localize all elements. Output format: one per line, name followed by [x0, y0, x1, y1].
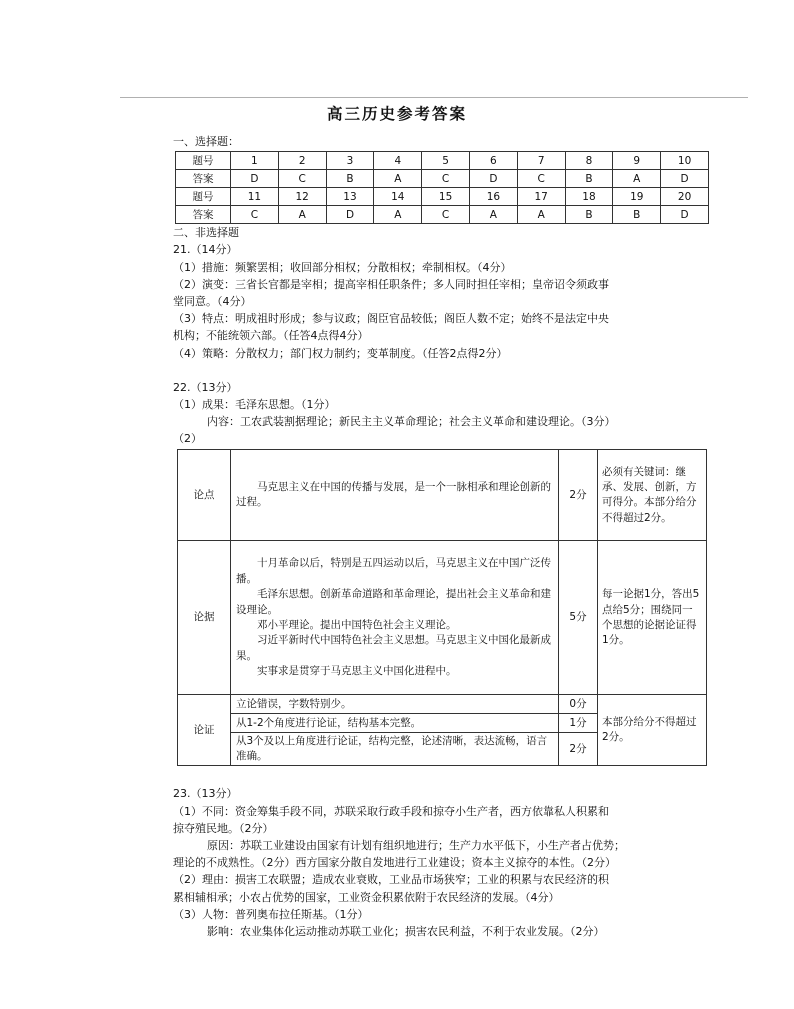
q21-line: （3）特点：明成祖时形成；参与议政；阁臣官品较低；阁臣人数不定；始终不是法定中央 [173, 312, 609, 326]
q22-part2-label: （2） [173, 432, 202, 446]
lunju-paragraph: 十月革命以后，特别是五四运动以后，马克思主义在中国广泛传播。 [236, 557, 551, 585]
q21-line: （4）策略：分散权力；部门权力制约；变革制度。（任答2点得2分） [173, 346, 508, 360]
page-title: 高三历史参考答案 [326, 105, 467, 123]
choice-cell: 4 [374, 152, 422, 170]
q23-line: 累相辅相承；小农占优势的国家，工业资金积累依附于农民经济的发展。（4分） [173, 890, 560, 904]
choice-cell: C [422, 206, 470, 224]
choice-cell: 8 [565, 152, 613, 170]
lunzheng-level-content: 立论错误，字数特别少。 [231, 695, 559, 714]
choice-cell: B [565, 206, 613, 224]
question-22 [173, 379, 709, 767]
choice-row-label: 答案 [176, 170, 231, 188]
choice-cell: B [326, 170, 374, 188]
choice-cell: B [613, 206, 661, 224]
choice-row [176, 170, 709, 188]
choice-cell: 3 [326, 152, 374, 170]
lunzheng-level-content: 从3个及以上角度进行论证，结构完整，论述清晰，表达流畅，语言准确。 [231, 733, 559, 766]
choice-cell: A [469, 206, 517, 224]
q23-line: 掠夺殖民地。（2分） [173, 821, 274, 835]
choice-cell: 16 [469, 188, 517, 206]
choice-cell: C [231, 206, 279, 224]
choice-cell: D [661, 170, 709, 188]
choice-cell: C [517, 170, 565, 188]
choice-row [176, 206, 709, 224]
question-21 [173, 241, 709, 361]
choice-cell: 5 [422, 152, 470, 170]
q22-heading: 22.（13分） [173, 380, 238, 394]
lunju-label: 论据 [178, 541, 231, 695]
choice-cell: C [278, 170, 326, 188]
lunzheng-level-points: 1分 [559, 714, 598, 733]
choice-cell: D [326, 206, 374, 224]
choice-cell: 11 [231, 188, 279, 206]
choice-row [176, 152, 709, 170]
choice-cell: D [231, 170, 279, 188]
q23-line: （3）人物：普列奥布拉任斯基。（1分） [173, 907, 369, 921]
choice-cell: 7 [517, 152, 565, 170]
lundian-points: 2分 [559, 450, 598, 541]
q23-line: 理论的不成熟性。（2分）西方国家分散自发地进行工业建设；资本主义掠夺的本性。（2分） [173, 856, 616, 870]
lundian-label: 论点 [178, 450, 231, 541]
choice-cell: 14 [374, 188, 422, 206]
choice-cell: D [469, 170, 517, 188]
lundian-content: 马克思主义在中国的传播与发展，是一个一脉相承和理论创新的过程。 [236, 481, 551, 509]
lunju-paragraph: 毛泽东思想。创新革命道路和革命理论，提出社会主义革命和建设理论。 [236, 588, 551, 616]
choice-cell: 10 [661, 152, 709, 170]
choice-cell: 19 [613, 188, 661, 206]
choice-cell: A [374, 206, 422, 224]
lunju-requirement: 每一论据1分，答出5点给5分；围绕同一个思想的论据论证得1分。 [598, 541, 707, 695]
choice-cell: 6 [469, 152, 517, 170]
section2-heading: 二、非选择题 [173, 226, 239, 240]
choice-cell: 2 [278, 152, 326, 170]
choice-cell: A [613, 170, 661, 188]
lunju-row [178, 541, 707, 695]
header-rule [120, 97, 748, 98]
lunzheng-label: 论证 [178, 695, 231, 766]
choice-row [176, 188, 709, 206]
answer-content [173, 133, 709, 940]
lunju-points: 5分 [559, 541, 598, 695]
q23-lines [173, 803, 709, 941]
choice-cell: 18 [565, 188, 613, 206]
choice-row-label: 题号 [176, 152, 231, 170]
q23-line: （1）不同：资金筹集手段不同，苏联采取行政手段和掠夺小生产者，西方依靠私人积累和 [173, 804, 609, 818]
q21-line: （1）措施：频繁罢相；收回部分相权；分散相权；牵制相权。（4分） [173, 260, 512, 274]
choice-cell: A [278, 206, 326, 224]
q23-line: （2）理由：损害工农联盟；造成农业衰败，工业品市场狭窄；工业的积累与农民经济的积 [173, 873, 609, 887]
choice-cell: A [374, 170, 422, 188]
lunzheng-requirement: 本部分给分不得超过2分。 [598, 695, 707, 766]
q21-line: （2）演变：三省长官都是宰相；提高宰相任职条件；多人同时担任宰相；皇帝诏令须政事 [173, 277, 609, 291]
essay-scoring-table [177, 449, 707, 766]
lundian-requirement: 必须有关键词：继承、发展、创新，方可得分。本部分给分不得超过2分。 [598, 450, 707, 541]
choice-cell: 15 [422, 188, 470, 206]
choice-cell: C [422, 170, 470, 188]
q22-part1-result: （1）成果：毛泽东思想。（1分） [173, 397, 336, 411]
q23-line: 原因：苏联工业建设由国家有计划有组织地进行；生产力水平低下，小生产者占优势； [207, 839, 625, 852]
lunju-paragraph: 邓小平理论。提出中国特色社会主义理论。 [257, 618, 457, 631]
choice-cell: 17 [517, 188, 565, 206]
choice-cell: 1 [231, 152, 279, 170]
choice-cell: 13 [326, 188, 374, 206]
q21-line: 机构；不能统领六部。（任答4点得4分） [173, 329, 369, 343]
choice-cell: B [565, 170, 613, 188]
lunju-paragraph: 实事求是贯穿于马克思主义中国化进程中。 [257, 665, 457, 678]
q21-heading: 21.（14分） [173, 243, 238, 257]
lunju-paragraph: 习近平新时代中国特色社会主义思想。马克思主义中国化最新成果。 [236, 634, 551, 662]
choice-cell: 9 [613, 152, 661, 170]
choice-row-label: 答案 [176, 206, 231, 224]
q23-line: 影响：农业集体化运动推动苏联工业化；损害农民利益，不利于农业发展。（2分） [207, 924, 605, 938]
question-23 [173, 785, 709, 940]
q21-line: 堂同意。（4分） [173, 294, 252, 308]
q23-heading: 23.（13分） [173, 787, 238, 801]
lunzheng-level-points: 2分 [559, 733, 598, 766]
choice-cell: D [661, 206, 709, 224]
lunzheng-level-points: 0分 [559, 695, 598, 714]
lunzheng-level-content: 从1-2个角度进行论证，结构基本完整。 [231, 714, 559, 733]
section1-heading: 一、选择题： [173, 135, 239, 148]
lunzheng-row [178, 695, 707, 714]
choice-answer-table [175, 151, 709, 224]
choice-row-label: 题号 [176, 188, 231, 206]
lundian-row [178, 450, 707, 541]
q22-part1-content: 内容：工农武装割据理论；新民主主义革命理论；社会主义革命和建设理论。（3分） [207, 415, 616, 429]
choice-cell: A [517, 206, 565, 224]
choice-cell: 20 [661, 188, 709, 206]
choice-cell: 12 [278, 188, 326, 206]
